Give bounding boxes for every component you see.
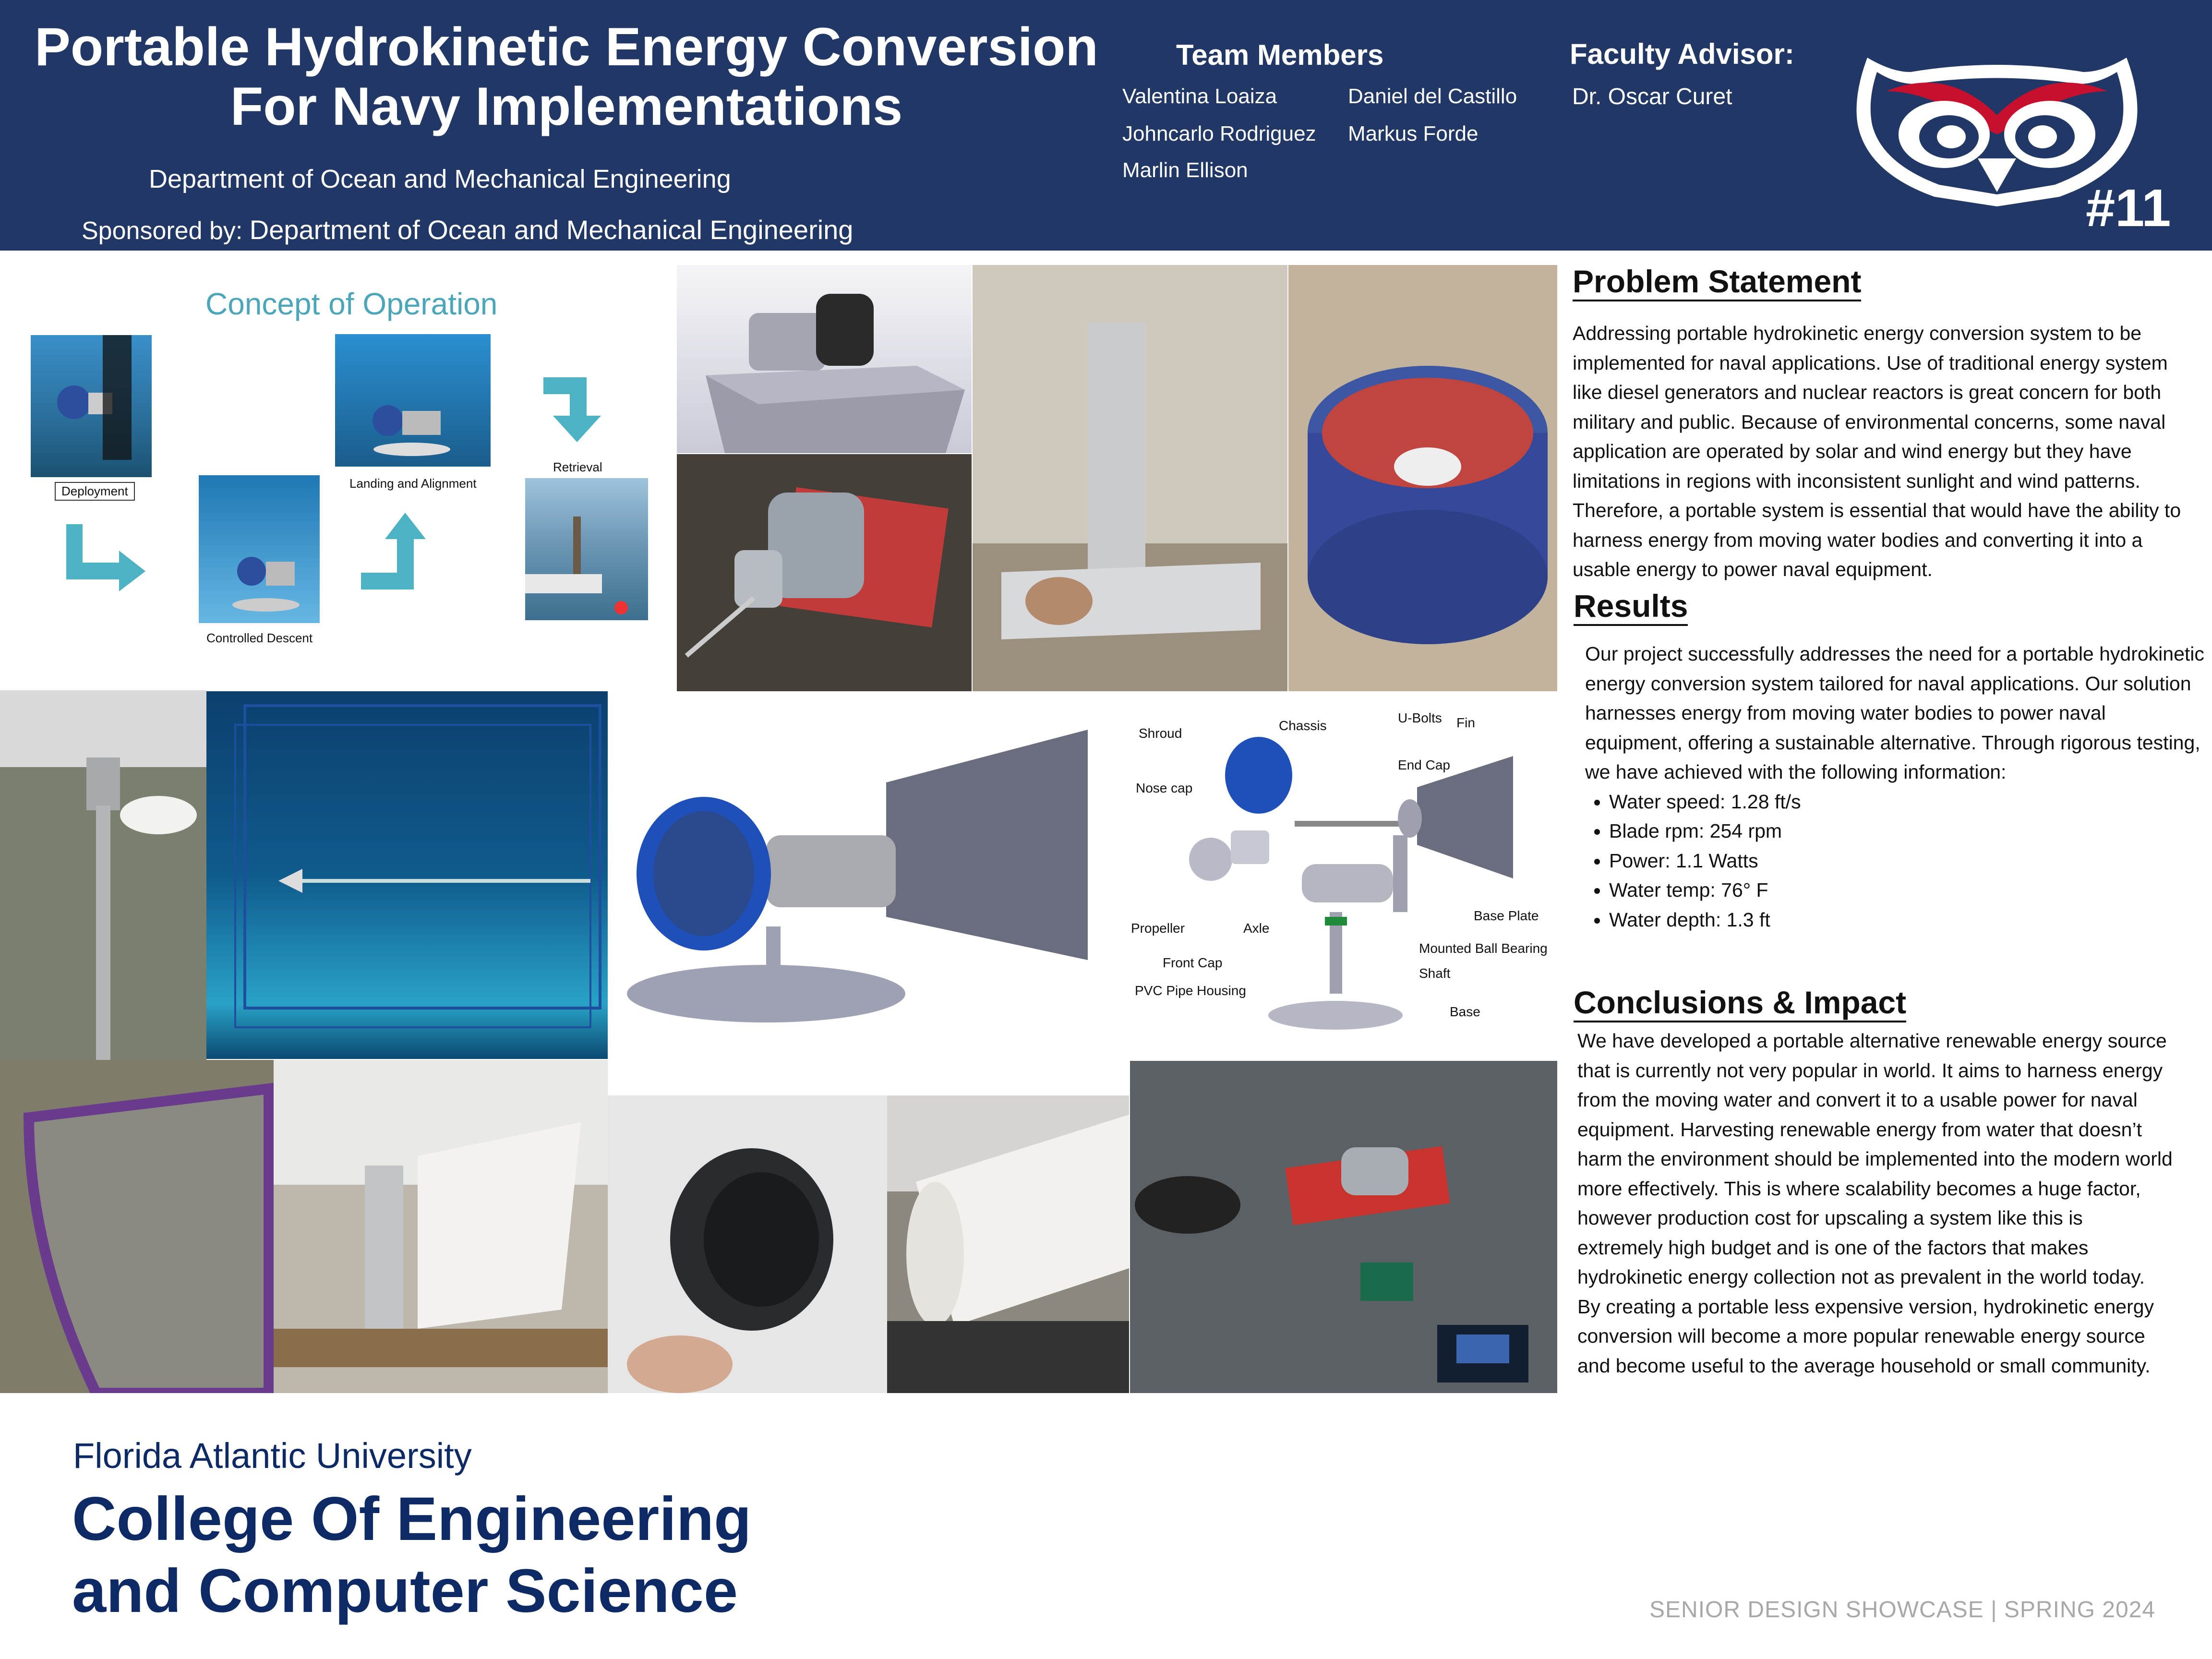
- results-list: [1585, 787, 2204, 935]
- advisor-heading: Faculty Advisor:: [1570, 38, 1794, 70]
- step-label-retrieval: Retrieval: [553, 460, 602, 474]
- sponsor-name: Department of Ocean and Mechanical Engineering: [249, 215, 854, 245]
- cad-label-bearing: Mounted Ball Bearing: [1419, 941, 1548, 956]
- title-line-2: For Navy Implementations: [230, 76, 903, 136]
- cad-mount-render: [677, 265, 972, 453]
- flow-arrow-icon: [66, 524, 148, 591]
- conclusions-heading: Conclusions & Impact: [1574, 984, 1906, 1022]
- step-label-deployment: Deployment: [55, 482, 135, 501]
- results-item: • Power: 1.1 Watts: [1609, 846, 2204, 876]
- title-line-1: Portable Hydrokinetic Energy Conversion: [35, 17, 1098, 77]
- electronics-photo: [1130, 1061, 1557, 1393]
- cad-label-shroud: Shroud: [1139, 726, 1182, 741]
- cad-label-frontcap: Front Cap: [1163, 955, 1223, 970]
- cad-label-endcap: End Cap: [1398, 757, 1450, 772]
- assembly-render: [608, 691, 1128, 1059]
- cad-label-ubolts: U-Bolts: [1398, 710, 1442, 725]
- results-item: • Water speed: 1.28 ft/s: [1609, 787, 2204, 817]
- showcase-label: SENIOR DESIGN SHOWCASE | SPRING 2024: [1649, 1597, 2156, 1623]
- results-item: • Water temp: 76° F: [1609, 876, 2204, 905]
- problem-heading: Problem Statement: [1573, 263, 1861, 301]
- sponsored-prefix: Sponsored by:: [82, 217, 243, 245]
- problem-text: Addressing portable hydrokinetic energy conversion system to be implemented for naval applications. Use of traditional energy system like diesel generators and nuclear reactors is great concern for both military and public. Because of environmental concerns, some naval application are operated by solar and wind energy but they have limitations in regions with inconsistent sunlight and wind patterns. Therefore, a portable system is essential that would have the ability to harness energy from moving water bodies and converting it into a usable energy to power naval equipment.: [1573, 322, 2181, 580]
- retrieval-photo: [525, 478, 648, 620]
- end-cap-photo: [608, 1095, 887, 1393]
- university-name: Florida Atlantic University: [73, 1436, 472, 1476]
- motor-coupling-photo: [677, 454, 972, 691]
- cad-label-chassis: Chassis: [1279, 718, 1327, 733]
- pvc-housing-photo: [887, 1095, 1129, 1393]
- results-heading: Results: [1574, 588, 1688, 626]
- team-heading: Team Members: [1176, 39, 1384, 71]
- team-member: Markus Forde: [1348, 122, 1479, 145]
- team-number-badge: #11: [2086, 179, 2171, 238]
- college-line-2: and Computer Science: [72, 1557, 738, 1625]
- results-item: • Water depth: 1.3 ft: [1609, 905, 2204, 935]
- cad-label-axle: Axle: [1243, 921, 1270, 936]
- flow-arrow-icon: [534, 377, 611, 445]
- poster-header: [0, 0, 2212, 251]
- landing-photo: [335, 334, 491, 467]
- team-member: Marlin Ellison: [1122, 158, 1248, 182]
- flow-arrow-icon: [361, 513, 428, 589]
- step-label-landing: Landing and Alignment: [349, 476, 477, 491]
- exploded-view: [1129, 691, 1557, 1059]
- results-section: [1585, 639, 2204, 935]
- sponsor-line: [82, 214, 853, 245]
- step-label-descent: Controlled Descent: [206, 631, 313, 645]
- deployment-photo: [31, 335, 152, 477]
- team-member: Valentina Loaiza: [1122, 84, 1277, 108]
- conclusions-text: We have developed a portable alternative renewable energy source that is currently not very popular in world. It aims to harness energy from the moving water and convert it to a usable power for naval equipment. Harvesting renewable energy from water that doesn’t harm the environment should be implemented into the modern world more effectively. This is where scalability becomes a huge factor, however production cost for upscaling a system like this is extremely high budget and is one of the factors that makes hydrokinetic energy collection not as prevalent in the world today. By creating a portable less expensive version, hydrokinetic energy conversion will become a more popular renewable energy source and become useful to the average household or small community.: [1577, 1030, 2173, 1377]
- concept-title: Concept of Operation: [205, 287, 498, 321]
- underwater-render: [206, 691, 608, 1059]
- cad-label-pvc: PVC Pipe Housing: [1135, 983, 1246, 998]
- shroud-photo: [1288, 265, 1557, 691]
- fin-mount-photo: [274, 1060, 608, 1393]
- cad-label-baseplate: Base Plate: [1474, 908, 1539, 923]
- results-item: • Blade rpm: 254 rpm: [1609, 817, 2204, 846]
- fin-print-photo: [0, 1060, 274, 1393]
- cad-label-fin: Fin: [1456, 715, 1475, 730]
- cad-label-nosecap: Nose cap: [1136, 781, 1193, 795]
- chassis-plate-photo: [973, 265, 1287, 691]
- team-member: Daniel del Castillo: [1348, 84, 1517, 108]
- department-label: Department of Ocean and Mechanical Engineering: [149, 165, 731, 193]
- cad-label-base: Base: [1450, 1004, 1480, 1019]
- cad-label-shaft: Shaft: [1419, 966, 1451, 981]
- college-line-1: College Of Engineering: [72, 1485, 752, 1553]
- cad-label-propeller: Propeller: [1131, 921, 1185, 936]
- shaft-photo: [0, 690, 206, 1060]
- advisor-name: Dr. Oscar Curet: [1572, 84, 1732, 109]
- results-text: Our project successfully addresses the need for a portable hydrokinetic energy conversion system tailored for naval applications. Our solution harnesses energy from moving water bodies to power naval equipment, offering a sustainable alternative. Through rigorous testing, we have achieved with the following information:: [1585, 643, 2204, 783]
- descent-photo: [199, 475, 320, 623]
- team-member: Johncarlo Rodriguez: [1122, 122, 1316, 145]
